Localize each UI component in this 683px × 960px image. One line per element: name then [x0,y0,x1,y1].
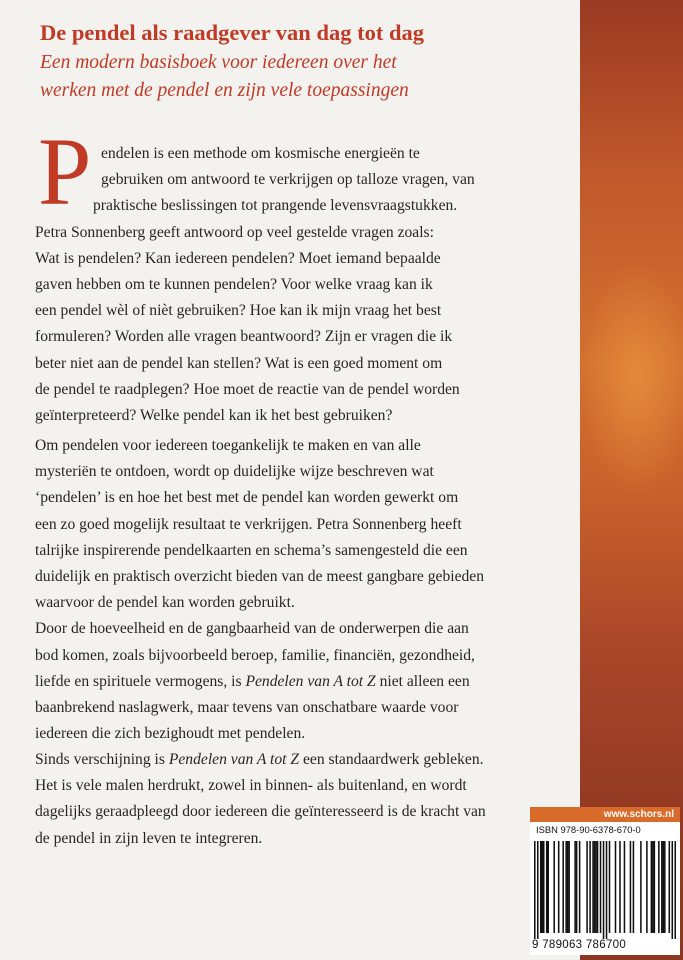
barcode-bar [600,841,602,933]
text-line: baanbrekend naslagwerk, maar tevens van onschatbare waarde voor [35,699,459,717]
barcode-bar [565,841,567,933]
book-title-italic: Pendelen van A tot Z [245,672,376,690]
barcode-bar [606,841,608,939]
barcode-bar [537,841,539,939]
text-run: een standaardwerk gebleken. [299,751,484,768]
text-line: bod komen, zoals bijvoorbeeld beroep, familie, financiën, gezondheid, [35,646,475,664]
book-subtitle [40,49,460,105]
barcode-bar [669,841,671,933]
barcode-bar [654,841,656,933]
barcode-bar [574,841,576,933]
text-line [35,669,484,695]
text-line: de pendel te raadplegen? Hoe moet de reactie van de pendel worden [35,380,460,398]
text-line: Om pendelen voor iedereen toegankelijk te maken en van alle [35,437,421,454]
subtitle-line: Een modern basisboek voor iedereen over het [40,52,397,73]
text-line: talrijke inspirerende pendelkaarten en schema’s samengesteld die een [35,541,468,559]
text-line: een zo goed mogelijk resultaat te verkrijgen. Petra Sonnenberg heeft [35,515,462,533]
barcode-bar [658,841,660,933]
barcode-bar [661,841,663,933]
book-title-italic: Pendelen van A tot Z [168,751,300,768]
barcode-bar [568,841,570,933]
barcode-bar [567,841,569,933]
text-line [35,747,486,773]
text-line: praktische beslissingen tot prangende levensvraagstukken. [93,197,458,215]
barcode-bar [652,841,654,933]
barcode-bar [579,841,581,933]
paragraph-intro [35,141,475,429]
barcode-bar [594,841,596,933]
barcode-bar [675,841,676,939]
barcode-bar [603,841,605,939]
text-run: niet alleen een [375,672,470,690]
barcode-bar [558,841,560,933]
barcode-bar [597,841,599,933]
paragraph-description [35,433,484,747]
text-line: de pendel in zijn leven te integreren. [35,829,263,847]
barcode-bar [562,841,564,933]
barcode-bar [624,841,626,933]
barcode-bar [651,841,653,933]
barcode-bar [663,841,665,933]
barcode-bars [534,841,676,939]
text-line: een pendel wèl of nièt gebruiken? Hoe kan ik mijn vraag het best [35,302,442,320]
barcode-bar [586,841,588,933]
barcode-bar [640,841,642,933]
barcode-bar [540,841,542,933]
subtitle-line: werken met de pendel en zijn vele toepassingen [40,80,409,101]
barcode-number: 9 789063 786700 [532,939,627,951]
text-line: formuleren? Worden alle vragen beantwoord? Zijn er vragen die ik [35,328,453,346]
publisher-website: www.schors.nl [530,807,680,822]
text-line: Het is vele malen herdrukt, zowel in binnen- als buitenland, en wordt [35,777,467,795]
barcode-bar [543,841,545,933]
text-line: mysteriën te ontdoen, wordt op duidelijke wijze beschreven wat [35,463,434,481]
barcode-bar [615,841,617,933]
isbn-label: ISBN 978-90-6378-670-0 [536,824,641,835]
text-run: liefde en spirituele vermogens, is [35,672,246,690]
stripe-glow [580,260,683,500]
barcode-bar [553,841,555,933]
text-line: dagelijks geraadpleegd door iedereen die geïnteresseerd is de kracht van [35,803,486,821]
text-line: waarvoor de pendel kan worden gebruikt. [35,594,295,612]
barcode-bar [630,841,632,933]
text-line: duidelijk en praktisch overzicht bieden van de meest gangbare gebieden [35,568,485,586]
barcode-bar [595,841,597,933]
barcode-bar [672,841,674,939]
text-line: geïnterpreteerd? Welke pendel kan ik het best gebruiken? [35,407,393,425]
barcode-bar [589,841,591,933]
paragraph-closing [35,747,486,852]
barcode-bar [592,841,594,933]
text-line: gaven hebben om te kunnen pendelen? Voor welke vraag kan ik [35,276,433,294]
barcode-bar [646,841,648,933]
text-line: Wat is pendelen? Kan iedereen pendelen? Moet iemand bepaalde [35,249,441,267]
barcode-bar [546,841,548,933]
text-line: endelen is een methode om kosmische energieën te [101,145,420,162]
barcode-bar [576,841,578,933]
text-line: iedereen die zich bezighoudt met pendelen. [35,725,306,743]
book-heading: De pendel als raadgever van dag tot dag [40,20,424,45]
barcode-bar [664,841,666,933]
barcode-bar [547,841,549,933]
drop-cap-letter: P [38,118,92,225]
text-line: Door de hoeveelheid en de gangbaarheid van de onderwerpen die aan [35,620,469,638]
barcode-bar [541,841,543,933]
text-line: beter niet aan de pendel kan stellen? Wat is een goed moment om [35,354,443,372]
barcode-bar [633,841,635,933]
text-line: gebruiken om antwoord te verkrijgen op talloze vragen, van [101,171,475,189]
text-line: Petra Sonnenberg geeft antwoord op veel gestelde vragen zoals: [35,223,434,241]
text-run: Sinds verschijning is [35,751,169,768]
text-line: ‘pendelen’ is en hoe het best met de pendel kan worden gewerkt om [35,489,459,507]
barcode-bar [609,841,611,933]
barcode-bar [619,841,621,933]
barcode-bar [534,841,536,939]
